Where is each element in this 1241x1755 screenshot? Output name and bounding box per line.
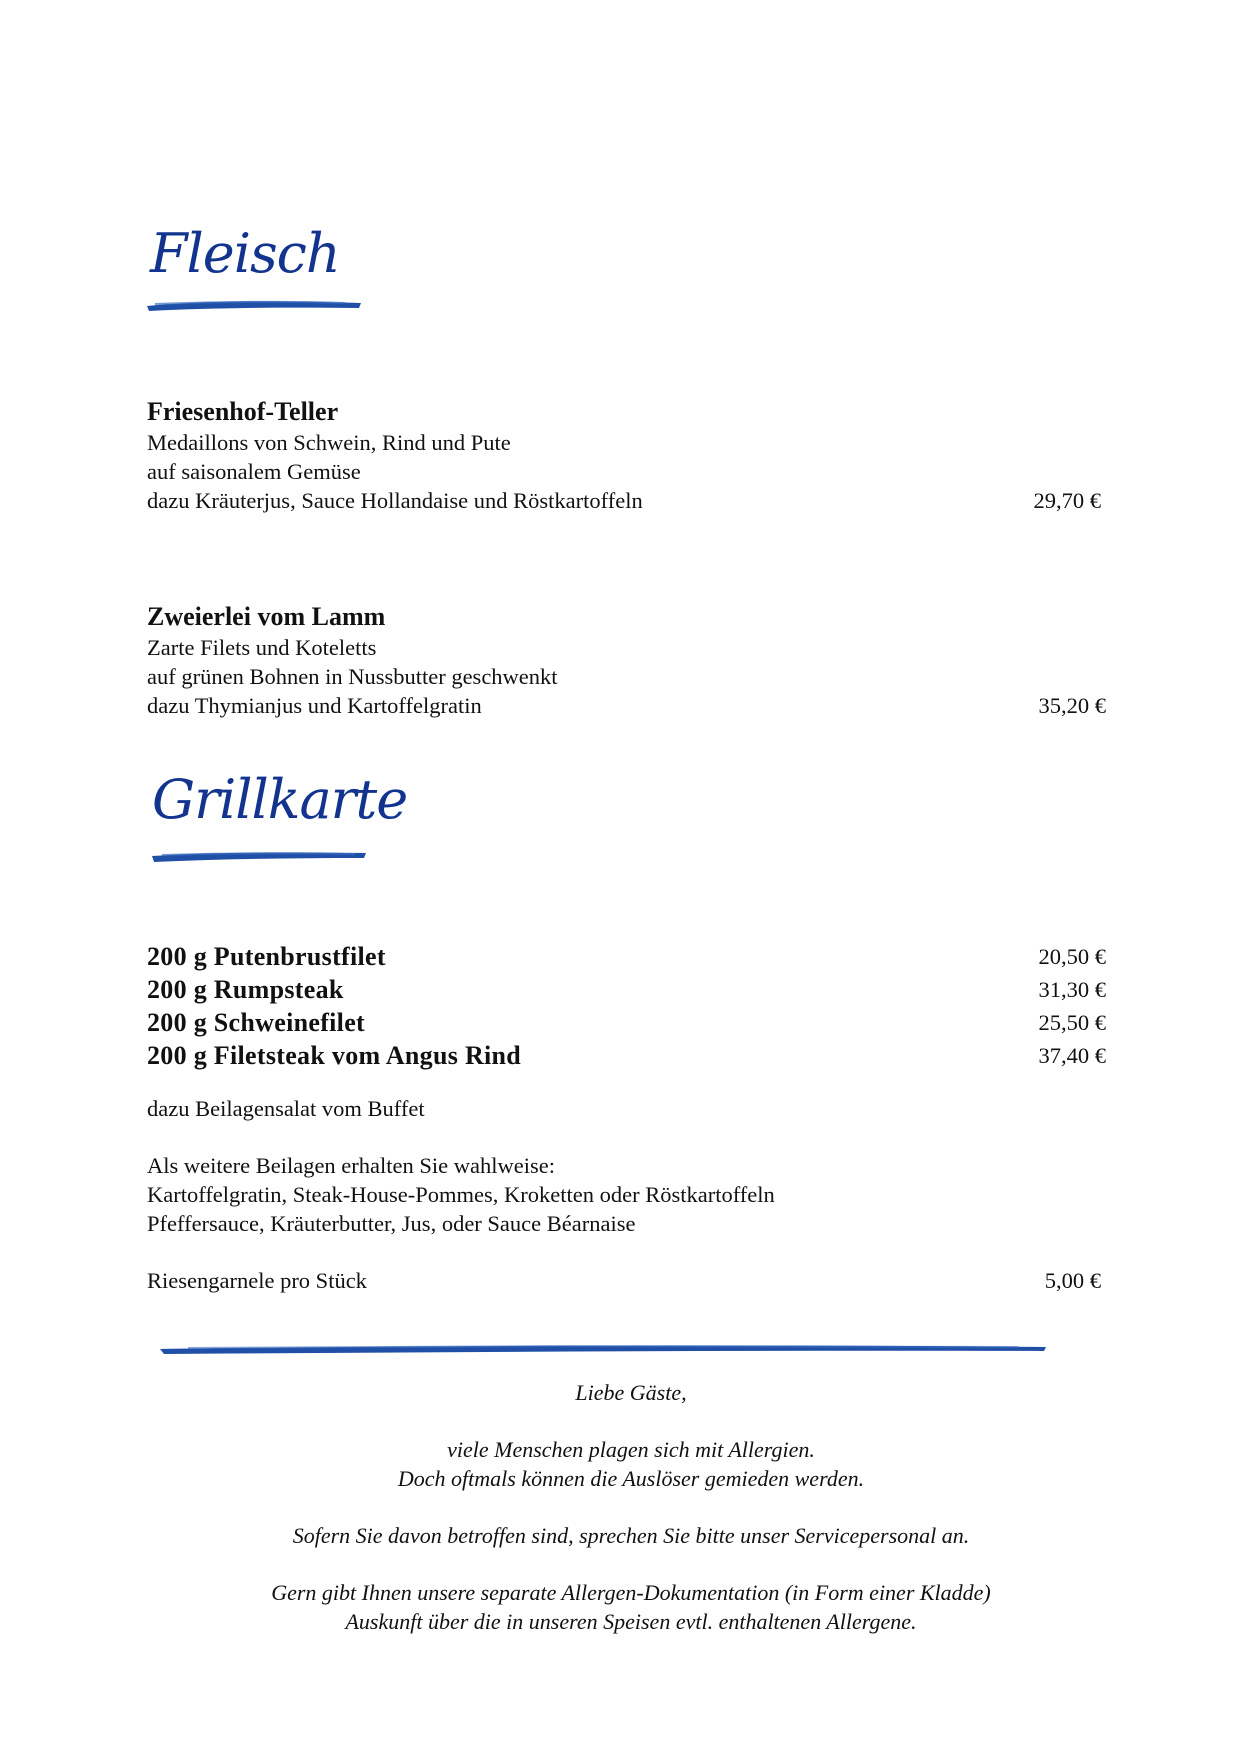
grill-item-name: 200 g Filetsteak vom Angus Rind (147, 1041, 522, 1070)
dish-price: 29,70 € (1033, 488, 1101, 513)
extra-item-name: Riesengarnele pro Stück (147, 1268, 367, 1293)
grill-item-name: 200 g Putenbrustfilet (147, 942, 386, 971)
extra-item-price: 5,00 € (1044, 1268, 1101, 1293)
dish-description-line: auf grünen Bohnen in Nussbutter geschwenkt (147, 664, 558, 689)
grill-item-price: 20,50 € (1038, 944, 1106, 969)
notice-line: Sofern Sie davon betroffen sind, sprechen Sie bitte unser Servicepersonal an. (292, 1523, 970, 1548)
notice-line: viele Menschen plagen sich mit Allergien. (447, 1437, 815, 1462)
dish-description-line: dazu Kräuterjus, Sauce Hollandaise und Röstkartoffeln (147, 488, 643, 513)
dish-description-line: auf saisonalem Gemüse (147, 459, 361, 484)
sides-line: Pfeffersauce, Kräuterbutter, Jus, oder Sauce Béarnaise (147, 1211, 636, 1236)
grill-item-price: 25,50 € (1038, 1010, 1106, 1035)
side-salad-note: dazu Beilagensalat vom Buffet (147, 1096, 425, 1121)
dish-description-line: Zarte Filets und Koteletts (147, 635, 377, 660)
dish-title: Zweierlei vom Lamm (147, 602, 386, 631)
section-heading-fleisch: Fleisch (150, 222, 340, 285)
notice-line: Gern gibt Ihnen unsere separate Allergen-Dokumentation (in Form einer Kladde) (271, 1580, 991, 1605)
dish-description-line: dazu Thymianjus und Kartoffelgratin (147, 693, 482, 718)
notice-greeting: Liebe Gäste, (575, 1380, 687, 1405)
brush-underline-grillkarte (150, 846, 370, 864)
dish-description-line: Medaillons von Schwein, Rind und Pute (147, 430, 511, 455)
sides-line: Kartoffelgratin, Steak-House-Pommes, Kroketten oder Röstkartoffeln (147, 1182, 775, 1207)
grill-item-name: 200 g Rumpsteak (147, 975, 344, 1004)
brush-underline-fleisch (145, 295, 365, 313)
section-heading-grillkarte: Grillkarte (152, 768, 408, 831)
divider-brush-stroke (158, 1340, 1048, 1358)
sides-intro: Als weitere Beilagen erhalten Sie wahlweise: (147, 1153, 555, 1178)
grill-item-price: 31,30 € (1038, 977, 1106, 1002)
dish-title: Friesenhof-Teller (147, 397, 339, 426)
grill-item-price: 37,40 € (1038, 1043, 1106, 1068)
dish-price: 35,20 € (1038, 693, 1106, 718)
grill-item-name: 200 g Schweinefilet (147, 1008, 366, 1037)
notice-line: Doch oftmals können die Auslöser gemieden werden. (397, 1466, 865, 1491)
notice-line: Auskunft über die in unseren Speisen evtl. enthaltenen Allergene. (345, 1609, 917, 1634)
